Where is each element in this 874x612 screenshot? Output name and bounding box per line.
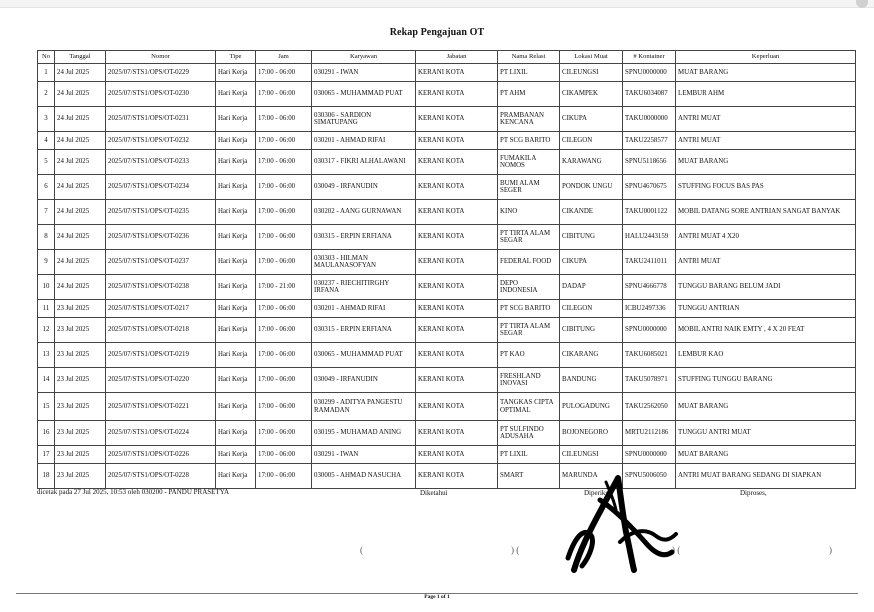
cell-karyawan: 030065 - MUHAMMAD PUAT (312, 343, 416, 368)
cell-jam: 17:00 - 06:00 (256, 368, 312, 393)
cell-nomor: 2025/07/STS1/OPS/OT-0226 (106, 446, 216, 464)
col-header-lokasi: Lokasi Muat (560, 51, 623, 64)
cell-keperluan: STUFFING TUNGGU BARANG (676, 368, 856, 393)
cell-jabatan: KERANI KOTA (416, 132, 498, 150)
cell-tanggal: 24 Jul 2025 (55, 82, 106, 107)
col-header-karyawan: Karyawan (312, 51, 416, 64)
cell-jabatan: KERANI KOTA (416, 393, 498, 421)
cell-nomor: 2025/07/STS1/OPS/OT-0228 (106, 464, 216, 489)
cell-relasi: FRESHLAND INOVASI (498, 368, 560, 393)
cell-keperluan: MOBIL ANTRI NAIK EMTY , 4 X 20 FEAT (676, 318, 856, 343)
cell-lokasi: CIKAMPEK (560, 82, 623, 107)
cell-jam: 17:00 - 06:00 (256, 175, 312, 200)
cell-jabatan: KERANI KOTA (416, 464, 498, 489)
cell-relasi: KINO (498, 200, 560, 225)
cell-no: 5 (38, 150, 55, 175)
table-header-row (38, 51, 856, 64)
cell-nomor: 2025/07/STS1/OPS/OT-0235 (106, 200, 216, 225)
cell-keperluan: MUAT BARANG (676, 64, 856, 82)
cell-keperluan: ANTRI MUAT (676, 107, 856, 132)
cell-no: 11 (38, 300, 55, 318)
cell-keperluan: ANTRI MUAT BARANG SEDANG DI SIAPKAN (676, 464, 856, 489)
cell-keperluan: MUAT BARANG (676, 150, 856, 175)
cell-nomor: 2025/07/STS1/OPS/OT-0230 (106, 82, 216, 107)
cell-kontainer: SPNU5118656 (623, 150, 676, 175)
cell-kontainer: TAKU6034087 (623, 82, 676, 107)
cell-jabatan: KERANI KOTA (416, 175, 498, 200)
cell-no: 4 (38, 132, 55, 150)
table-row (38, 421, 856, 446)
cell-relasi: PT AHM (498, 82, 560, 107)
cell-relasi: TANGKAS CIPTA OPTIMAL (498, 393, 560, 421)
cell-kontainer: SPNU5006050 (623, 464, 676, 489)
cell-relasi: FUMAKILA NOMOS (498, 150, 560, 175)
cell-nomor: 2025/07/STS1/OPS/OT-0233 (106, 150, 216, 175)
cell-tipe: Hari Kerja (216, 343, 256, 368)
cell-jabatan: KERANI KOTA (416, 250, 498, 275)
cell-no: 6 (38, 175, 55, 200)
cell-karyawan: 030201 - AHMAD RIFAI (312, 132, 416, 150)
cell-tanggal: 24 Jul 2025 (55, 107, 106, 132)
cell-kontainer: SPNU4670675 (623, 175, 676, 200)
cell-jam: 17:00 - 06:00 (256, 250, 312, 275)
cell-jam: 17:00 - 06:00 (256, 446, 312, 464)
col-header-no: No (38, 51, 55, 64)
cell-keperluan: MOBIL DATANG SORE ANTRIAN SANGAT BANYAK (676, 200, 856, 225)
processed-by-label: Diproses, (740, 489, 767, 497)
cell-karyawan: 030202 - AANG GURNAWAN (312, 200, 416, 225)
col-header-nomor: Nomor (106, 51, 216, 64)
cell-jabatan: KERANI KOTA (416, 82, 498, 107)
cell-tipe: Hari Kerja (216, 200, 256, 225)
cell-relasi: PT LIXIL (498, 446, 560, 464)
cell-no: 12 (38, 318, 55, 343)
cell-kontainer: SPNU0000000 (623, 446, 676, 464)
cell-tanggal: 24 Jul 2025 (55, 225, 106, 250)
cell-relasi: DEPO INDONESIA (498, 275, 560, 300)
cell-tanggal: 23 Jul 2025 (55, 446, 106, 464)
cell-nomor: 2025/07/STS1/OPS/OT-0229 (106, 64, 216, 82)
col-header-jam: Jam (256, 51, 312, 64)
table-row (38, 275, 856, 300)
cell-lokasi: BANDUNG (560, 368, 623, 393)
cell-kontainer: HALU2443159 (623, 225, 676, 250)
table-row (38, 200, 856, 225)
cell-no: 1 (38, 64, 55, 82)
cell-relasi: SMART (498, 464, 560, 489)
cell-relasi: PT TIRTA ALAM SEGAR (498, 318, 560, 343)
cell-kontainer: SPNU0000000 (623, 318, 676, 343)
cell-tipe: Hari Kerja (216, 275, 256, 300)
cell-karyawan: 030299 - ADITYA PANGESTU RAMADAN (312, 393, 416, 421)
signature-bracket-mid-2: ) ( (672, 545, 681, 555)
table-row (38, 368, 856, 393)
cell-jam: 17:00 - 06:00 (256, 300, 312, 318)
cell-kontainer: TAKU2258577 (623, 132, 676, 150)
table-row (38, 225, 856, 250)
table-row (38, 107, 856, 132)
cell-jam: 17:00 - 06:00 (256, 150, 312, 175)
cell-jabatan: KERANI KOTA (416, 64, 498, 82)
cell-nomor: 2025/07/STS1/OPS/OT-0234 (106, 175, 216, 200)
cell-tanggal: 24 Jul 2025 (55, 175, 106, 200)
cell-no: 10 (38, 275, 55, 300)
cell-tipe: Hari Kerja (216, 225, 256, 250)
cell-lokasi: CIBITUNG (560, 225, 623, 250)
col-header-kontainer: # Kontainer (623, 51, 676, 64)
cell-nomor: 2025/07/STS1/OPS/OT-0218 (106, 318, 216, 343)
signature-bracket-open: ( (360, 545, 363, 555)
cell-tipe: Hari Kerja (216, 250, 256, 275)
cell-keperluan: ANTRI MUAT 4 X20 (676, 225, 856, 250)
cell-tipe: Hari Kerja (216, 300, 256, 318)
cell-tanggal: 23 Jul 2025 (55, 318, 106, 343)
cell-tipe: Hari Kerja (216, 393, 256, 421)
overtime-table (37, 50, 856, 489)
cell-keperluan: ANTRI MUAT (676, 250, 856, 275)
cell-tipe: Hari Kerja (216, 175, 256, 200)
checked-by-label: Diperiksa, (584, 489, 613, 497)
cell-jam: 17:00 - 06:00 (256, 393, 312, 421)
cell-jam: 17:00 - 06:00 (256, 225, 312, 250)
cell-lokasi: CIKANDE (560, 200, 623, 225)
cell-jam: 17:00 - 06:00 (256, 200, 312, 225)
cell-tanggal: 24 Jul 2025 (55, 200, 106, 225)
cell-jam: 17:00 - 06:00 (256, 107, 312, 132)
col-header-jabatan: Jabatan (416, 51, 498, 64)
cell-relasi: FEDERAL FOOD (498, 250, 560, 275)
cell-jabatan: KERANI KOTA (416, 343, 498, 368)
printed-by-text: dicetak pada 27 Jul 2025, 10:53 oleh 030200 - PANDU PRASETYA (37, 488, 230, 496)
cell-karyawan: 030005 - AHMAD NASUCHA (312, 464, 416, 489)
cell-jabatan: KERANI KOTA (416, 150, 498, 175)
cell-jam: 17:00 - 06:00 (256, 132, 312, 150)
known-by-label: Diketahui (420, 489, 448, 497)
cell-karyawan: 030237 - RIECHITIRGHY IRFANA (312, 275, 416, 300)
cell-tipe: Hari Kerja (216, 64, 256, 82)
cell-jabatan: KERANI KOTA (416, 318, 498, 343)
cell-karyawan: 030303 - HILMAN MAULANASOFYAN (312, 250, 416, 275)
cell-jabatan: KERANI KOTA (416, 421, 498, 446)
table-row (38, 64, 856, 82)
col-header-tanggal: Tanggal (55, 51, 106, 64)
cell-tanggal: 24 Jul 2025 (55, 250, 106, 275)
cell-kontainer: TAKU6085021 (623, 343, 676, 368)
cell-karyawan: 030291 - IWAN (312, 64, 416, 82)
cell-lokasi: CILEUNGSI (560, 64, 623, 82)
cell-keperluan: ANTRI MUAT (676, 132, 856, 150)
cell-tipe: Hari Kerja (216, 368, 256, 393)
cell-tanggal: 24 Jul 2025 (55, 132, 106, 150)
cell-jabatan: KERANI KOTA (416, 275, 498, 300)
cell-lokasi: CILEUNGSI (560, 446, 623, 464)
cell-keperluan: TUNGGU BARANG BELUM JADI (676, 275, 856, 300)
cell-tanggal: 24 Jul 2025 (55, 150, 106, 175)
table-row (38, 132, 856, 150)
cell-karyawan: 030291 - IWAN (312, 446, 416, 464)
table-row (38, 300, 856, 318)
cell-lokasi: DADAP (560, 275, 623, 300)
cell-kontainer: TAKU0001122 (623, 200, 676, 225)
cell-nomor: 2025/07/STS1/OPS/OT-0219 (106, 343, 216, 368)
cell-no: 14 (38, 368, 55, 393)
cell-lokasi: KARAWANG (560, 150, 623, 175)
cell-nomor: 2025/07/STS1/OPS/OT-0217 (106, 300, 216, 318)
cell-kontainer: SPNU4666778 (623, 275, 676, 300)
top-border (0, 0, 874, 8)
cell-no: 9 (38, 250, 55, 275)
cell-karyawan: 030049 - IRFANUDIN (312, 175, 416, 200)
table-row (38, 175, 856, 200)
table-body (38, 64, 856, 489)
cell-relasi: BUMI ALAM SEGER (498, 175, 560, 200)
cell-nomor: 2025/07/STS1/OPS/OT-0236 (106, 225, 216, 250)
table-row (38, 343, 856, 368)
table-row (38, 150, 856, 175)
cell-no: 2 (38, 82, 55, 107)
cell-tanggal: 24 Jul 2025 (55, 64, 106, 82)
cell-karyawan: 030201 - AHMAD RIFAI (312, 300, 416, 318)
col-header-relasi: Nama Relasi (498, 51, 560, 64)
cell-jabatan: KERANI KOTA (416, 300, 498, 318)
cell-jam: 17:00 - 06:00 (256, 82, 312, 107)
cell-no: 8 (38, 225, 55, 250)
cell-lokasi: MARUNDA (560, 464, 623, 489)
cell-keperluan: TUNGGU ANTRIAN (676, 300, 856, 318)
cell-karyawan: 030306 - SARDION SIMATUPANG (312, 107, 416, 132)
cell-lokasi: BOJONEGORO (560, 421, 623, 446)
cell-jam: 17:00 - 06:00 (256, 421, 312, 446)
cell-tanggal: 23 Jul 2025 (55, 300, 106, 318)
cell-karyawan: 030315 - ERPIN ERFIANA (312, 225, 416, 250)
cell-no: 16 (38, 421, 55, 446)
cell-tipe: Hari Kerja (216, 107, 256, 132)
cell-kontainer: MRTU2112186 (623, 421, 676, 446)
cell-keperluan: LEMBUR KAO (676, 343, 856, 368)
cell-tanggal: 23 Jul 2025 (55, 393, 106, 421)
cell-jabatan: KERANI KOTA (416, 446, 498, 464)
cell-lokasi: CILEGON (560, 132, 623, 150)
cell-kontainer: TAKU2562050 (623, 393, 676, 421)
cell-lokasi: PONDOK UNGU (560, 175, 623, 200)
cell-lokasi: CILEGON (560, 300, 623, 318)
cell-relasi: PRAMBANAN KENCANA (498, 107, 560, 132)
cell-jabatan: KERANI KOTA (416, 225, 498, 250)
cell-relasi: PT LIXIL (498, 64, 560, 82)
handwritten-signature (560, 470, 680, 585)
cell-karyawan: 030315 - ERPIN ERFIANA (312, 318, 416, 343)
cell-keperluan: MUAT BARANG (676, 446, 856, 464)
table-row (38, 250, 856, 275)
cell-tipe: Hari Kerja (216, 132, 256, 150)
col-header-keperluan: Keperluan (676, 51, 856, 64)
cell-jam: 17:00 - 06:00 (256, 318, 312, 343)
cell-keperluan: LEMBUR AHM (676, 82, 856, 107)
cell-nomor: 2025/07/STS1/OPS/OT-0220 (106, 368, 216, 393)
cell-tipe: Hari Kerja (216, 421, 256, 446)
cell-relasi: PT SULFINDO ADUSAHA (498, 421, 560, 446)
cell-kontainer: SPNU0000000 (623, 64, 676, 82)
cell-tanggal: 24 Jul 2025 (55, 275, 106, 300)
cell-kontainer: TAKU5078971 (623, 368, 676, 393)
cell-lokasi: CIBITUNG (560, 318, 623, 343)
cell-lokasi: CIKUPA (560, 107, 623, 132)
cell-no: 3 (38, 107, 55, 132)
cell-lokasi: CIKUPA (560, 250, 623, 275)
cell-karyawan: 030049 - IRFANUDIN (312, 368, 416, 393)
cell-nomor: 2025/07/STS1/OPS/OT-0238 (106, 275, 216, 300)
cell-no: 17 (38, 446, 55, 464)
report-title: Rekap Pengajuan OT (389, 27, 485, 38)
cell-relasi: PT KAO (498, 343, 560, 368)
cell-jabatan: KERANI KOTA (416, 368, 498, 393)
cell-tipe: Hari Kerja (216, 464, 256, 489)
cell-jam: 17:00 - 06:00 (256, 64, 312, 82)
cell-karyawan: 030317 - FIKRI ALHALAWANI (312, 150, 416, 175)
cell-no: 15 (38, 393, 55, 421)
cell-karyawan: 030065 - MUHAMMAD PUAT (312, 82, 416, 107)
cell-lokasi: CIKARANG (560, 343, 623, 368)
table-row (38, 82, 856, 107)
cell-tipe: Hari Kerja (216, 82, 256, 107)
cell-tanggal: 23 Jul 2025 (55, 464, 106, 489)
cell-tanggal: 23 Jul 2025 (55, 343, 106, 368)
cell-no: 18 (38, 464, 55, 489)
table-row (38, 446, 856, 464)
table-row (38, 464, 856, 489)
table-row (38, 318, 856, 343)
cell-tipe: Hari Kerja (216, 150, 256, 175)
cell-jabatan: KERANI KOTA (416, 107, 498, 132)
cell-kontainer: TAKU2411011 (623, 250, 676, 275)
cell-nomor: 2025/07/STS1/OPS/OT-0232 (106, 132, 216, 150)
cell-keperluan: MUAT BARANG (676, 393, 856, 421)
cell-jam: 17:00 - 06:00 (256, 464, 312, 489)
cell-tanggal: 23 Jul 2025 (55, 421, 106, 446)
signature-bracket-close: ) (829, 545, 832, 555)
cell-no: 7 (38, 200, 55, 225)
signature-bracket-mid-1: ) ( (511, 545, 520, 555)
cell-relasi: PT SCG BARITO (498, 132, 560, 150)
cell-no: 13 (38, 343, 55, 368)
cell-tanggal: 23 Jul 2025 (55, 368, 106, 393)
cell-nomor: 2025/07/STS1/OPS/OT-0221 (106, 393, 216, 421)
cell-lokasi: PULOGADUNG (560, 393, 623, 421)
col-header-tipe: Tipe (216, 51, 256, 64)
cell-karyawan: 030195 - MUHAMAD ANING (312, 421, 416, 446)
cell-nomor: 2025/07/STS1/OPS/OT-0237 (106, 250, 216, 275)
page-number: Page 1 of 1 (424, 594, 450, 600)
cell-nomor: 2025/07/STS1/OPS/OT-0231 (106, 107, 216, 132)
cell-kontainer: TAKU0000000 (623, 107, 676, 132)
cell-kontainer: ICBU2497336 (623, 300, 676, 318)
table-row (38, 393, 856, 421)
cell-tipe: Hari Kerja (216, 446, 256, 464)
cell-jam: 17:00 - 06:00 (256, 343, 312, 368)
cell-relasi: PT SCG BARITO (498, 300, 560, 318)
cell-jam: 17:00 - 21:00 (256, 275, 312, 300)
cell-relasi: PT TIRTA ALAM SEGAR (498, 225, 560, 250)
cell-nomor: 2025/07/STS1/OPS/OT-0224 (106, 421, 216, 446)
cell-keperluan: STUFFING FOCUS BAS PAS (676, 175, 856, 200)
cell-jabatan: KERANI KOTA (416, 200, 498, 225)
cell-tipe: Hari Kerja (216, 318, 256, 343)
cell-keperluan: TUNGGU ANTRI MUAT (676, 421, 856, 446)
